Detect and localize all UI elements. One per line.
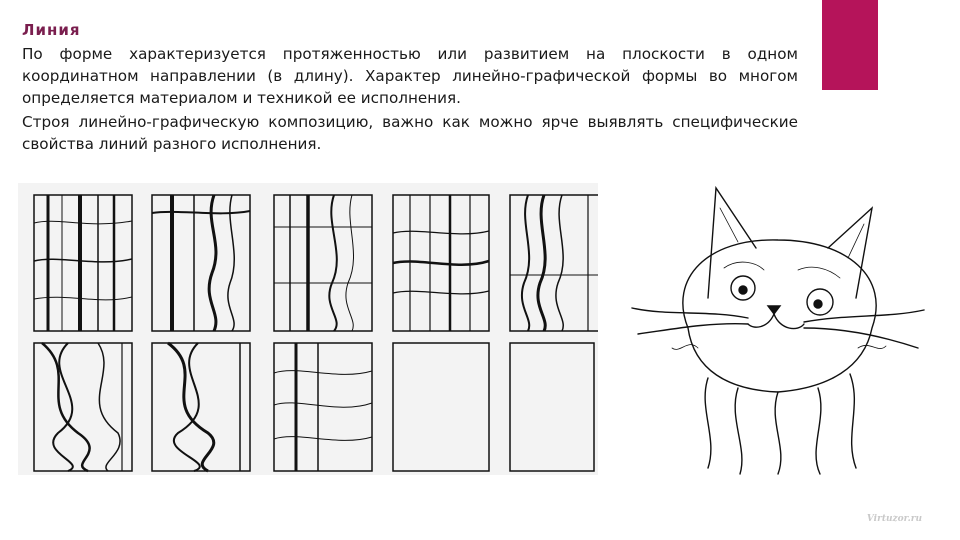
paragraph-1: По форме характеризуется протяженностью или развитием на плоскости в одном координатном направлении (в длину). Характер линейно-графической формы во многом определяется материалом и техникой ее исполнения. (22, 45, 798, 107)
cat-drawing-image (628, 178, 928, 478)
slide-title: Линия (22, 21, 81, 39)
paragraph-2: Строя линейно-графическую композицию, важно как можно ярче выявлять специфические свойства линий разного исполнения. (22, 113, 798, 153)
accent-bar (822, 0, 878, 90)
watermark: Virtuzor.ru (866, 514, 922, 524)
line-sketches-image (18, 183, 598, 475)
